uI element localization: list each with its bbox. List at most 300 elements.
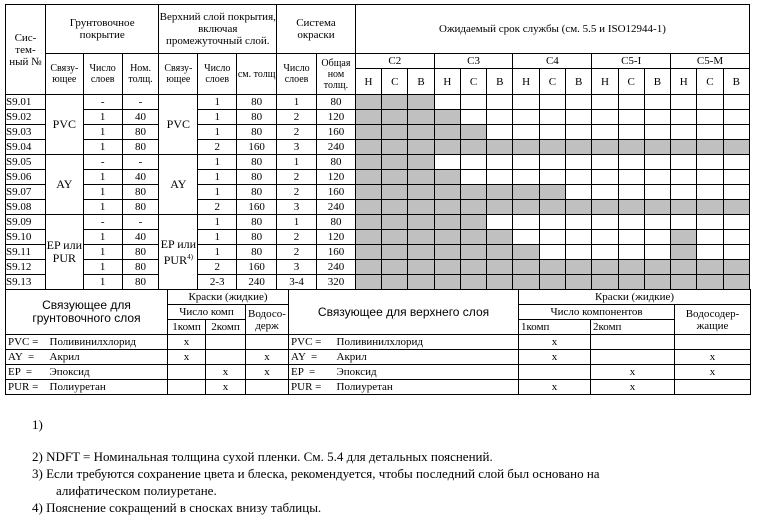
legend-right-mark-2comp <box>591 350 675 365</box>
header-top-coat: Верхний слой покрытия, включая промежуточный слой. <box>159 5 277 54</box>
primer-ndft: 40 <box>122 170 159 185</box>
system-id: S9.12 <box>6 260 46 275</box>
legend-right-mark-1comp: x <box>519 350 591 365</box>
durability-cell <box>487 185 513 200</box>
legend-table <box>5 289 751 395</box>
durability-cell <box>697 185 723 200</box>
table-row <box>6 125 750 140</box>
durability-cell <box>487 170 513 185</box>
durability-cell <box>513 230 539 245</box>
system-total-ndft: 80 <box>317 155 356 170</box>
durability-cell <box>644 110 670 125</box>
system-total-ndft: 320 <box>317 275 356 290</box>
durability-cell <box>592 200 618 215</box>
durability-cell <box>618 185 644 200</box>
durability-cell <box>382 140 408 155</box>
durability-cell <box>434 110 460 125</box>
system-coats: 2 <box>277 185 317 200</box>
durability-cell <box>408 95 434 110</box>
table-row <box>6 140 750 155</box>
durability-cell <box>539 245 565 260</box>
durability-cell <box>671 215 697 230</box>
legend-code-right: PVC = <box>289 335 335 350</box>
system-coats: 3 <box>277 200 317 215</box>
system-total-ndft: 160 <box>317 185 356 200</box>
header-system-no: Сис-тем-ный № <box>6 5 46 95</box>
durability-cell <box>513 155 539 170</box>
header-level-3-0: Н <box>592 69 618 95</box>
durability-cell <box>723 170 749 185</box>
top-coats: 1 <box>198 155 237 170</box>
header-paint-system: Система окраски <box>277 5 356 54</box>
legend-row <box>6 350 751 365</box>
durability-cell <box>434 95 460 110</box>
primer-ndft: - <box>122 215 159 230</box>
durability-cell <box>539 95 565 110</box>
durability-cell <box>408 155 434 170</box>
durability-cell <box>723 230 749 245</box>
top-coats: 2-3 <box>198 275 237 290</box>
top-coats: 1 <box>198 95 237 110</box>
durability-cell <box>618 140 644 155</box>
primer-coats: - <box>83 155 122 170</box>
durability-cell <box>434 275 460 290</box>
header-level-0-1: С <box>382 69 408 95</box>
system-coats: 1 <box>277 155 317 170</box>
durability-cell <box>460 110 486 125</box>
durability-cell <box>539 140 565 155</box>
top-binder-group <box>159 95 198 155</box>
header-system-total-ndft: Общая ном толщ. <box>317 54 356 95</box>
legend-left-mark-water: x <box>246 350 289 365</box>
primer-ndft: - <box>122 95 159 110</box>
system-id: S9.06 <box>6 170 46 185</box>
durability-cell <box>355 125 381 140</box>
durability-cell <box>566 140 592 155</box>
top-ndft: 80 <box>237 110 277 125</box>
legend-code: PVC = <box>6 335 48 350</box>
durability-cell <box>513 200 539 215</box>
durability-cell <box>408 200 434 215</box>
durability-cell <box>697 230 723 245</box>
system-total-ndft: 80 <box>317 215 356 230</box>
system-total-ndft: 240 <box>317 260 356 275</box>
durability-cell <box>382 260 408 275</box>
durability-cell <box>382 215 408 230</box>
durability-cell <box>513 95 539 110</box>
durability-cell <box>671 140 697 155</box>
header-primer-ndft: Ном. толщ. <box>122 54 159 95</box>
legend-row <box>6 365 751 380</box>
durability-cell <box>644 185 670 200</box>
durability-cell <box>723 155 749 170</box>
durability-cell <box>434 155 460 170</box>
durability-cell <box>723 140 749 155</box>
system-id: S9.08 <box>6 200 46 215</box>
durability-cell <box>697 215 723 230</box>
durability-cell <box>592 140 618 155</box>
top-ndft: 80 <box>237 230 277 245</box>
primer-coats: 1 <box>83 200 122 215</box>
durability-cell <box>566 185 592 200</box>
durability-cell <box>382 110 408 125</box>
table-row <box>6 230 750 245</box>
top-ndft: 80 <box>237 155 277 170</box>
legend-right-mark-1comp: x <box>519 380 591 395</box>
durability-cell <box>487 140 513 155</box>
system-total-ndft: 240 <box>317 140 356 155</box>
table-row <box>6 200 750 215</box>
legend-code-right: EP = <box>289 365 335 380</box>
legend-right-mark-2comp: x <box>591 365 675 380</box>
durability-cell <box>723 245 749 260</box>
durability-cell <box>460 230 486 245</box>
durability-cell <box>460 140 486 155</box>
header-primer-coats: Число слоев <box>83 54 122 95</box>
durability-cell <box>355 260 381 275</box>
system-id: S9.01 <box>6 95 46 110</box>
header-level-0-2: В <box>408 69 434 95</box>
top-coats: 1 <box>198 215 237 230</box>
durability-cell <box>513 275 539 290</box>
legend-right-mark-1comp <box>519 365 591 380</box>
durability-cell <box>618 95 644 110</box>
legend-left-mark-water <box>246 380 289 395</box>
legend-code-right: PUR = <box>289 380 335 395</box>
legend-left-mark-2comp: x <box>206 365 246 380</box>
durability-cell <box>408 140 434 155</box>
durability-cell <box>697 275 723 290</box>
durability-cell <box>434 200 460 215</box>
durability-cell <box>382 95 408 110</box>
durability-cell <box>566 215 592 230</box>
durability-cell <box>697 95 723 110</box>
durability-cell <box>487 95 513 110</box>
footnote-2: 2) NDFT = Номинальная толщина сухой пленки. См. 5.4 для детальных пояснений. <box>32 449 493 464</box>
top-ndft: 80 <box>237 215 277 230</box>
top-ndft: 240 <box>237 275 277 290</box>
header-level-4-1: С <box>697 69 723 95</box>
system-total-ndft: 120 <box>317 230 356 245</box>
top-binder-label: PVC <box>166 117 191 131</box>
primer-ndft: 80 <box>122 260 159 275</box>
header-category-c3: C3 <box>434 54 513 69</box>
primer-coats: 1 <box>83 110 122 125</box>
top-ndft: 160 <box>237 260 277 275</box>
durability-cell <box>487 110 513 125</box>
legend-right-mark-water: x <box>675 365 751 380</box>
legend-name: Поливинилхлорид <box>48 335 168 350</box>
header-level-4-2: В <box>723 69 749 95</box>
durability-cell <box>592 110 618 125</box>
system-total-ndft: 120 <box>317 170 356 185</box>
header-category-c4: C4 <box>513 54 592 69</box>
durability-cell <box>408 245 434 260</box>
system-id: S9.05 <box>6 155 46 170</box>
top-coats: 1 <box>198 110 237 125</box>
durability-cell <box>382 185 408 200</box>
table-row <box>6 275 750 290</box>
header-top-coats: Число слоев <box>198 54 237 95</box>
durability-cell <box>644 200 670 215</box>
legend-row <box>6 380 751 395</box>
durability-cell <box>382 125 408 140</box>
footnote-4: 4) Пояснение сокращений в сносках внизу таблицы. <box>32 500 322 515</box>
durability-cell <box>618 110 644 125</box>
legend-name: Полиуретан <box>48 380 168 395</box>
durability-cell <box>539 200 565 215</box>
durability-cell <box>723 125 749 140</box>
table-row <box>6 215 750 230</box>
durability-cell <box>566 95 592 110</box>
durability-cell <box>539 155 565 170</box>
durability-cell <box>618 125 644 140</box>
durability-cell <box>723 260 749 275</box>
header-level-3-1: С <box>618 69 644 95</box>
legend-code: PUR = <box>6 380 48 395</box>
durability-cell <box>539 170 565 185</box>
durability-cell <box>566 230 592 245</box>
durability-cell <box>566 155 592 170</box>
legend-code: AY = <box>6 350 48 365</box>
durability-cell <box>697 200 723 215</box>
primer-ndft: 80 <box>122 200 159 215</box>
header-primer-coat: Грунтовочное покрытие <box>45 5 158 54</box>
durability-cell <box>671 95 697 110</box>
primer-ndft: 80 <box>122 140 159 155</box>
header-level-4-0: Н <box>671 69 697 95</box>
header-level-3-2: В <box>644 69 670 95</box>
legend-left-mark-1comp <box>168 380 206 395</box>
legend-primer-title: Связующее для грунтовочного слоя <box>6 290 168 335</box>
durability-cell <box>382 245 408 260</box>
durability-cell <box>697 245 723 260</box>
durability-cell <box>671 155 697 170</box>
durability-cell <box>539 110 565 125</box>
durability-cell <box>723 215 749 230</box>
legend-right-mark-2comp: x <box>591 380 675 395</box>
durability-cell <box>513 125 539 140</box>
durability-cell <box>382 155 408 170</box>
durability-cell <box>408 110 434 125</box>
document-page <box>5 4 751 515</box>
primer-coats: - <box>83 95 122 110</box>
durability-cell <box>460 155 486 170</box>
durability-cell <box>618 215 644 230</box>
durability-cell <box>460 200 486 215</box>
durability-cell <box>592 260 618 275</box>
durability-cell <box>539 230 565 245</box>
legend-left-2comp: 2комп <box>206 320 246 335</box>
system-coats: 3 <box>277 260 317 275</box>
durability-cell <box>487 245 513 260</box>
top-ndft: 160 <box>237 200 277 215</box>
legend-right-num-components: Число компонентов <box>519 305 675 320</box>
durability-cell <box>566 200 592 215</box>
durability-cell <box>355 140 381 155</box>
legend-left-num-comp: Число комп <box>168 305 246 320</box>
durability-cell <box>697 155 723 170</box>
durability-cell <box>592 185 618 200</box>
durability-cell <box>382 200 408 215</box>
durability-cell <box>460 275 486 290</box>
system-id: S9.11 <box>6 245 46 260</box>
primer-coats: 1 <box>83 140 122 155</box>
top-coats: 1 <box>198 125 237 140</box>
durability-cell <box>355 185 381 200</box>
system-coats: 2 <box>277 245 317 260</box>
durability-cell <box>539 215 565 230</box>
legend-name: Эпоксид <box>48 365 168 380</box>
header-category-c5m: C5-M <box>671 54 750 69</box>
legend-left-mark-1comp <box>168 365 206 380</box>
durability-cell <box>460 185 486 200</box>
top-coats: 1 <box>198 245 237 260</box>
durability-cell <box>460 125 486 140</box>
legend-left-mark-2comp <box>206 335 246 350</box>
top-binder-group <box>159 215 198 290</box>
primer-binder-group: PVC <box>45 95 83 155</box>
legend-left-mark-water <box>246 335 289 350</box>
durability-cell <box>355 275 381 290</box>
header-primer-binder: Связу-ющее <box>45 54 83 95</box>
system-total-ndft: 160 <box>317 125 356 140</box>
durability-cell <box>618 245 644 260</box>
header-level-1-0: Н <box>434 69 460 95</box>
system-coats: 1 <box>277 95 317 110</box>
durability-cell <box>382 170 408 185</box>
top-coats: 1 <box>198 185 237 200</box>
legend-row <box>6 335 751 350</box>
top-coats: 1 <box>198 170 237 185</box>
durability-cell <box>513 245 539 260</box>
footnotes <box>32 416 600 516</box>
top-binder-label: EP или PUR <box>160 236 197 267</box>
system-coats: 2 <box>277 170 317 185</box>
durability-cell <box>460 260 486 275</box>
durability-cell <box>723 200 749 215</box>
header-level-2-1: С <box>539 69 565 95</box>
legend-left-mark-water: x <box>246 365 289 380</box>
durability-cell <box>408 260 434 275</box>
system-coats: 2 <box>277 230 317 245</box>
header-system-coats: Число слоев <box>277 54 317 95</box>
durability-cell <box>355 230 381 245</box>
durability-cell <box>539 260 565 275</box>
header-level-2-0: Н <box>513 69 539 95</box>
durability-cell <box>671 170 697 185</box>
top-coats: 1 <box>198 230 237 245</box>
legend-right-paints-liquid: Краски (жидкие) <box>519 290 751 305</box>
durability-cell <box>566 260 592 275</box>
table-row <box>6 185 750 200</box>
paint-systems-table <box>5 4 750 290</box>
durability-cell <box>644 170 670 185</box>
durability-cell <box>382 230 408 245</box>
header-level-0-0: Н <box>355 69 381 95</box>
primer-ndft: 80 <box>122 185 159 200</box>
durability-cell <box>566 110 592 125</box>
top-ndft: 80 <box>237 95 277 110</box>
durability-cell <box>723 110 749 125</box>
primer-coats: 1 <box>83 170 122 185</box>
durability-cell <box>539 125 565 140</box>
durability-cell <box>487 275 513 290</box>
durability-cell <box>434 245 460 260</box>
durability-cell <box>487 200 513 215</box>
table-row <box>6 155 750 170</box>
system-coats: 2 <box>277 125 317 140</box>
top-ndft: 160 <box>237 140 277 155</box>
header-top-ndft: см. толщ <box>237 54 277 95</box>
durability-cell <box>592 230 618 245</box>
durability-cell <box>671 110 697 125</box>
durability-cell <box>487 215 513 230</box>
legend-code-right: AY = <box>289 350 335 365</box>
durability-cell <box>487 155 513 170</box>
durability-cell <box>513 215 539 230</box>
legend-left-mark-1comp: x <box>168 335 206 350</box>
durability-cell <box>460 215 486 230</box>
header-top-binder: Связу-ющее <box>159 54 198 95</box>
top-ndft: 80 <box>237 245 277 260</box>
legend-right-waterborne: Водосодер-жащие <box>675 305 751 335</box>
top-binder-group <box>159 155 198 215</box>
legend-name-right: Поливинилхлорид <box>335 335 519 350</box>
legend-name-right: Полиуретан <box>335 380 519 395</box>
primer-coats: 1 <box>83 230 122 245</box>
system-coats: 3 <box>277 140 317 155</box>
durability-cell <box>566 170 592 185</box>
primer-binder-group: EP или PUR <box>45 215 83 290</box>
legend-right-mark-2comp <box>591 335 675 350</box>
durability-cell <box>618 260 644 275</box>
system-coats: 3-4 <box>277 275 317 290</box>
primer-coats: 1 <box>83 125 122 140</box>
durability-cell <box>644 95 670 110</box>
durability-cell <box>618 200 644 215</box>
durability-cell <box>434 215 460 230</box>
table-row <box>6 170 750 185</box>
durability-cell <box>513 260 539 275</box>
legend-right-mark-water <box>675 380 751 395</box>
durability-cell <box>408 215 434 230</box>
durability-cell <box>355 95 381 110</box>
primer-ndft: 40 <box>122 110 159 125</box>
durability-cell <box>644 125 670 140</box>
durability-cell <box>618 230 644 245</box>
durability-cell <box>434 185 460 200</box>
primer-binder-group: AY <box>45 155 83 215</box>
legend-left-mark-2comp: x <box>206 380 246 395</box>
primer-coats: 1 <box>83 185 122 200</box>
durability-cell <box>355 170 381 185</box>
durability-cell <box>697 140 723 155</box>
footnote-ref: 4) <box>187 252 193 261</box>
table-row <box>6 95 750 110</box>
header-durability: Ожидаемый срок службы (см. 5.5 и ISO12944-1) <box>355 5 749 54</box>
durability-cell <box>434 170 460 185</box>
footnote-1: 1) <box>32 417 43 432</box>
durability-cell <box>382 275 408 290</box>
header-category-c5i: C5-I <box>592 54 671 69</box>
legend-name-right: Акрил <box>335 350 519 365</box>
durability-cell <box>539 185 565 200</box>
durability-cell <box>460 95 486 110</box>
durability-cell <box>671 275 697 290</box>
durability-cell <box>355 155 381 170</box>
legend-right-1comp: 1комп <box>519 320 591 335</box>
